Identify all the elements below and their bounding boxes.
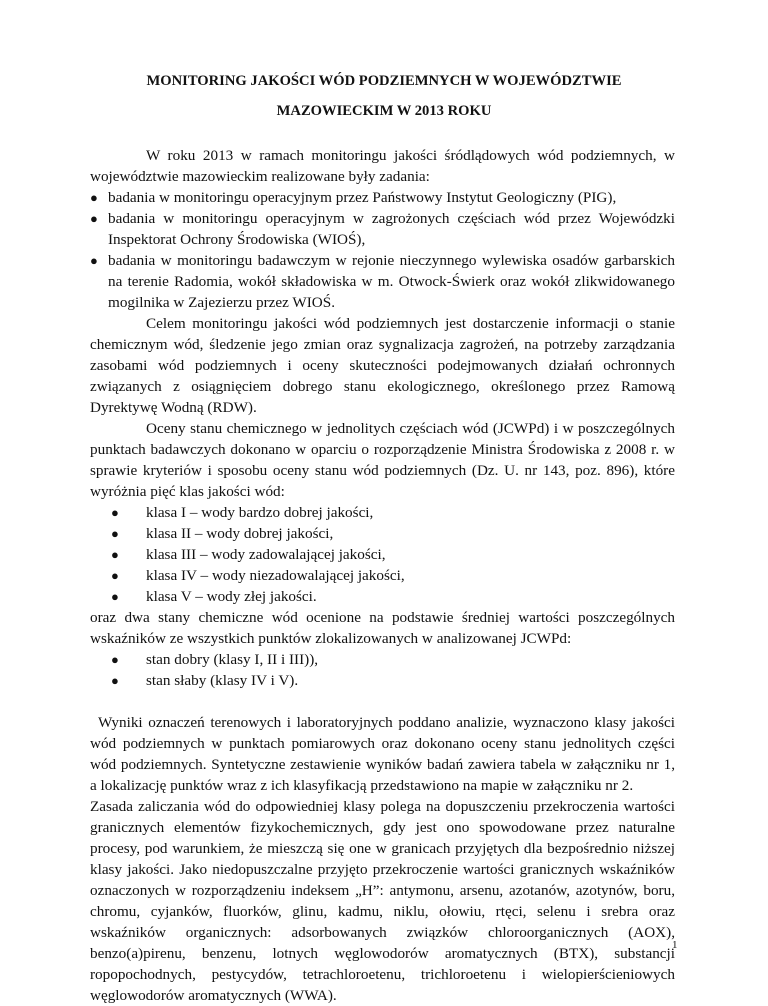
list-item: ● klasa II – wody dobrej jakości, <box>111 525 334 542</box>
list-item: ● klasa IV – wody niezadowalającej jakości, <box>111 567 405 584</box>
list-item: ● badania w monitoringu operacyjnym przez Państwowy Instytut Geologiczny (PIG), <box>90 189 617 206</box>
bullet-dot-icon: ● <box>111 589 119 604</box>
bullet-dot-icon: ● <box>90 253 98 268</box>
bullet-dot-icon: ● <box>90 190 98 205</box>
bullet-dot-icon: ● <box>90 211 98 226</box>
page-number: 1 <box>672 939 678 951</box>
bullet-dot-icon: ● <box>111 673 119 688</box>
bullet-dot-icon: ● <box>111 652 119 667</box>
page-title <box>0 66 768 126</box>
rules-paragraph: Zasada zaliczania wód do odpowiedniej klasy polega na dopuszczeniu przekroczenia wartości granicznych elementów fizykochemicznych, gdy jest ono spowodowane przez naturalne procesy, pod warunkiem, że mieszczą się one w granicach przyjętych dla bezpośrednio niższej klasy jakości. Jako niedopuszczalne przyjęto przekroczenie wartości granicznych wskaźników oznaczonych w rozporządzeniu indeksem „H”: antymonu, arsenu, azotanów, azotynów, boru, chromu, cyjanków, fluorków, glinu, kadmu, niklu, ołowiu, rtęci, selenu i srebra oraz wskaźników organicznych: adsorbowanych związków chloroorganicznych (AOX), benzo(a)pirenu, benzenu, lotnych węglowodorów aromatycznych (BTX), substancji ropopochodnych, pestycydów, tetrachloroetenu, trichloroetenu i wielopierścieniowych węglowodorów aromatycznych (WWA). <box>90 798 675 1004</box>
intro-paragraph: W roku 2013 w ramach monitoringu jakości śródlądowych wód podziemnych, w województwie mazowieckim realizowane były zadania: <box>90 147 675 185</box>
list-item: ● klasa V – wody złej jakości. <box>111 588 317 605</box>
list-item: ● badania w monitoringu operacyjnym w zagrożonych częściach wód przez Wojewódzki Inspektorat Ochrony Środowiska (WIOŚ), <box>90 210 675 248</box>
title-line-2: MAZOWIECKIM W 2013 ROKU <box>276 103 492 119</box>
bullet-dot-icon: ● <box>111 526 119 541</box>
states-list <box>90 649 675 691</box>
title-line-1: MONITORING JAKOŚCI WÓD PODZIEMNYCH W WOJEWÓDZTWIE <box>146 73 622 89</box>
tasks-list <box>90 187 675 313</box>
results-paragraph: Wyniki oznaczeń terenowych i laboratoryjnych poddano analizie, wyznaczono klasy jakości wód podziemnych w punktach pomiarowych oraz dokonano oceny stanu jednolitych części wód podziemnych. Syntetyczne zestawienie wyników badań zawiera tabela w załączniku nr 1, a lokalizację punktów wraz z ich klasyfikacją przedstawiono na mapie w załączniku nr 2. <box>90 714 675 794</box>
document-body <box>90 145 675 1006</box>
states-intro-paragraph: oraz dwa stany chemiczne wód ocenione na podstawie średniej wartości poszczególnych wskaźników ze wszystkich punktów zlokalizowanych w analizowanej JCWPd: <box>90 609 675 647</box>
bullet-dot-icon: ● <box>111 568 119 583</box>
list-item: ● klasa III – wody zadowalającej jakości, <box>111 546 386 563</box>
bullet-dot-icon: ● <box>111 505 119 520</box>
list-item: ● stan dobry (klasy I, II i III)), <box>111 651 319 668</box>
assessment-paragraph: Oceny stanu chemicznego w jednolitych częściach wód (JCWPd) i w poszczególnych punktach badawczych dokonano w oparciu o rozporządzenie Ministra Środowiska z 2008 r. w sprawie kryteriów i sposobu oceny stanu wód podziemnych (Dz. U. nr 143, poz. 896), które wyróżnia pięć klas jakości wód: <box>90 420 675 500</box>
purpose-paragraph: Celem monitoringu jakości wód podziemnych jest dostarczenie informacji o stanie chemicznym wód, śledzenie jego zmian oraz sygnalizacja zagrożeń, na potrzeby zarządzania zasobami wód podziemnych i oceny skuteczności podejmowanych działań ochronnych związanych z osiągnięciem dobrego stanu ekologicznego, określonego przez Ramową Dyrektywę Wodną (RDW). <box>90 315 675 416</box>
bullet-dot-icon: ● <box>111 547 119 562</box>
list-item: ● stan słaby (klasy IV i V). <box>111 672 299 689</box>
list-item: ● badania w monitoringu badawczym w rejonie nieczynnego wylewiska osadów garbarskich na terenie Radomia, wokół składowiska w m. Otwock-Świerk oraz wokół zlikwidowanego mogilnika w Zajezierzu przez WIOŚ. <box>90 252 675 311</box>
paragraph-spacer <box>90 691 675 712</box>
classes-list <box>90 502 675 607</box>
list-item: ● klasa I – wody bardzo dobrej jakości, <box>111 504 374 521</box>
